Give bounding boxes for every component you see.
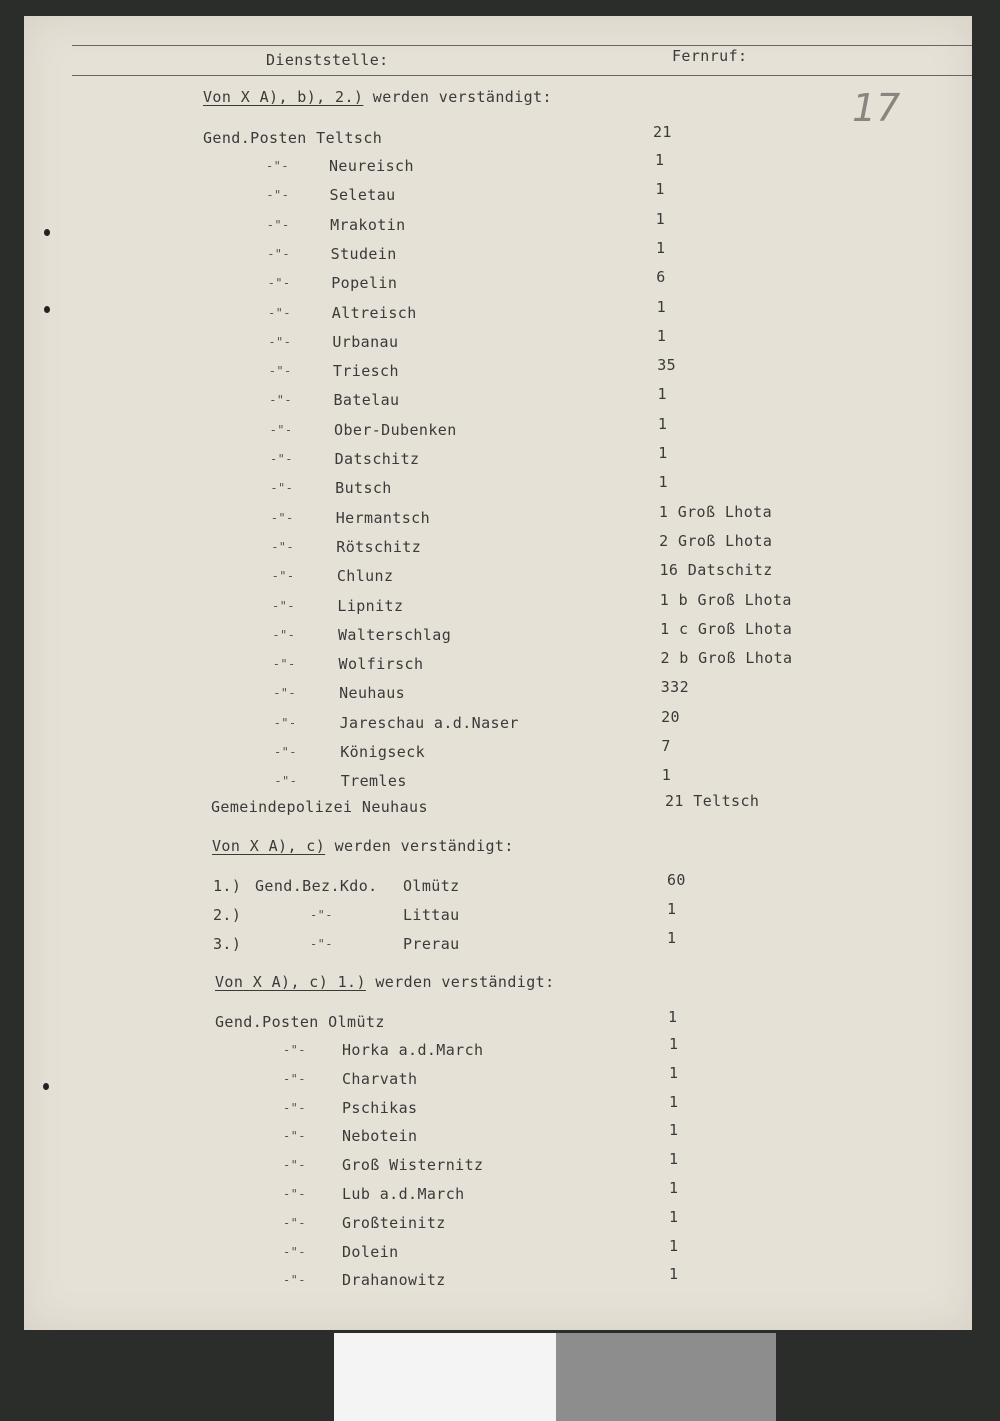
ditto-mark: -"- (271, 569, 295, 584)
posten-phone: 2 Groß Lhota (659, 531, 773, 550)
posten-name: Butsch (335, 479, 392, 498)
row-number: 3.) (213, 935, 242, 953)
kommando-name: Prerau (403, 935, 460, 953)
posten-phone: 1 (669, 1265, 679, 1284)
section1-posten-label: Gend.Posten Teltsch (203, 129, 383, 147)
posten-name: Horka a.d.March (342, 1041, 484, 1059)
posten-name: Neuhaus (339, 684, 406, 703)
ditto-mark: -"- (272, 627, 296, 642)
ditto-mark: -"- (270, 452, 293, 466)
section1-posten-number: 21 (653, 123, 672, 141)
posten-phone: 1 (655, 209, 666, 228)
ditto-mark: -"- (273, 715, 297, 730)
posten-name: Seletau (329, 186, 396, 205)
fernruf-label: Fernruf: (672, 47, 748, 65)
section3-heading: Von X A), c) 1.) werden verständigt: (215, 973, 555, 991)
posten-phone: 1 (669, 1121, 679, 1140)
ditto-mark: -"- (267, 246, 291, 261)
calibration-card-white (334, 1333, 556, 1421)
posten-name: Studein (330, 244, 397, 263)
posten-name: Jareschau a.d.Naser (339, 713, 519, 732)
ditto-mark: -"- (283, 1215, 306, 1230)
ditto-mark: -"- (283, 1187, 306, 1201)
posten-name: Datschitz (334, 450, 420, 468)
ditto-mark: -"- (270, 481, 294, 496)
punch-hole (43, 1083, 49, 1090)
ditto-mark: -"- (271, 539, 295, 554)
row-prefix: Gend.Bez.Kdo. (255, 877, 378, 895)
posten-phone: 6 (656, 268, 666, 287)
kommando-phone: 1 (667, 900, 677, 918)
posten-phone: 1 (658, 473, 668, 492)
posten-phone: 1 (655, 180, 665, 199)
posten-phone: 1 (669, 1035, 679, 1053)
ditto-mark: -"- (268, 305, 291, 320)
posten-name: Großteinitz (342, 1213, 446, 1232)
ditto-mark: -"- (272, 598, 295, 613)
ditto-mark: -"- (283, 1100, 306, 1115)
punch-hole (44, 229, 50, 236)
kommando-name: Olmütz (403, 877, 460, 895)
document-page (24, 16, 972, 1330)
posten-phone: 1 b Groß Lhota (659, 590, 792, 609)
posten-phone: 1 (661, 766, 672, 785)
posten-phone: 1 (669, 1207, 679, 1226)
posten-phone: 332 (660, 678, 690, 697)
posten-phone: 1 (669, 1179, 679, 1197)
section3-posten-number: 1 (668, 1008, 678, 1026)
ditto-mark: -"- (267, 276, 291, 291)
posten-phone: 1 (669, 1150, 679, 1169)
section1-heading: Von X A), b), 2.) werden verständigt: (203, 88, 552, 106)
posten-phone: 1 (655, 238, 666, 257)
posten-name: Rötschitz (336, 537, 422, 556)
posten-phone: 1 (669, 1236, 679, 1255)
posten-name: Popelin (331, 274, 398, 293)
calibration-card-gray (556, 1333, 776, 1421)
ditto-mark: -"- (310, 908, 333, 922)
posten-name: Triesch (332, 362, 399, 381)
posten-name: Lub a.d.March (342, 1185, 465, 1203)
posten-name: Wolfirsch (338, 655, 424, 674)
ditto-mark: -"- (283, 1043, 306, 1057)
ditto-mark: -"- (273, 686, 297, 701)
row-number: 1.) (213, 877, 242, 895)
section3-posten-label: Gend.Posten Olmütz (215, 1013, 385, 1031)
posten-name: Neureisch (329, 157, 414, 175)
header-rule-top (72, 45, 972, 46)
posten-phone: 2 b Groß Lhota (660, 649, 793, 668)
ditto-mark: -"- (266, 217, 290, 232)
posten-name: Dolein (342, 1242, 399, 1261)
posten-name: Hermantsch (335, 508, 431, 527)
posten-name: Chlunz (336, 567, 394, 586)
posten-name: Charvath (342, 1069, 418, 1088)
posten-phone: 1 (655, 151, 665, 169)
kommando-phone: 60 (667, 871, 686, 889)
posten-name: Pschikas (342, 1098, 418, 1117)
ditto-mark: -"- (283, 1071, 306, 1086)
posten-phone: 1 (658, 444, 668, 462)
posten-name: Ober-Dubenken (334, 420, 457, 439)
ditto-mark: -"- (283, 1273, 306, 1288)
ditto-mark: -"- (283, 1244, 306, 1259)
row-number: 2.) (213, 906, 242, 924)
posten-phone: 20 (661, 707, 680, 726)
ditto-mark: -"- (268, 334, 292, 349)
ditto-mark: -"- (274, 774, 298, 789)
posten-phone: 1 (656, 297, 667, 316)
posten-name: Königseck (340, 743, 426, 761)
ditto-mark: -"- (266, 159, 289, 173)
posten-phone: 1 (657, 385, 667, 404)
posten-name: Altreisch (331, 303, 417, 322)
ditto-mark: -"- (268, 364, 292, 379)
posten-name: Batelau (333, 391, 400, 410)
ditto-mark: -"- (266, 188, 290, 203)
dienststelle-label: Dienststelle: (266, 51, 389, 69)
posten-name: Lipnitz (337, 596, 404, 615)
posten-phone: 7 (661, 737, 671, 755)
posten-phone: 1 c Groß Lhota (660, 619, 793, 638)
posten-phone: 1 Groß Lhota (658, 502, 772, 521)
punch-hole (44, 306, 50, 313)
ditto-mark: -"- (272, 657, 296, 672)
posten-phone: 1 (669, 1092, 679, 1111)
gemeindepolizei-label: Gemeindepolizei Neuhaus (211, 798, 428, 816)
ditto-mark: -"- (269, 422, 293, 437)
posten-phone: 35 (657, 356, 677, 375)
page-number-handwritten: 17 (852, 86, 901, 130)
posten-phone: 16 Datschitz (659, 561, 773, 580)
posten-name: Groß Wisternitz (342, 1156, 484, 1175)
ditto-mark: -"- (283, 1129, 306, 1144)
header-rule-bottom (72, 75, 972, 76)
posten-name: Mrakotin (330, 215, 406, 234)
ditto-mark: -"- (274, 745, 297, 759)
posten-name: Drahanowitz (342, 1271, 446, 1290)
posten-name: Walterschlag (337, 625, 452, 644)
ditto-mark: -"- (270, 510, 294, 525)
posten-phone: 1 (656, 326, 667, 345)
section2-heading: Von X A), c) werden verständigt: (212, 837, 514, 855)
posten-phone: 1 (657, 414, 668, 433)
posten-name: Urbanau (332, 332, 399, 351)
kommando-name: Littau (403, 906, 460, 924)
ditto-mark: -"- (310, 937, 333, 951)
ditto-mark: -"- (269, 393, 293, 408)
posten-name: Nebotein (342, 1127, 418, 1146)
posten-name: Tremles (340, 772, 407, 791)
kommando-phone: 1 (667, 929, 677, 947)
posten-phone: 1 (669, 1063, 679, 1082)
ditto-mark: -"- (283, 1158, 306, 1173)
gemeindepolizei-phone: 21 Teltsch (665, 792, 760, 810)
